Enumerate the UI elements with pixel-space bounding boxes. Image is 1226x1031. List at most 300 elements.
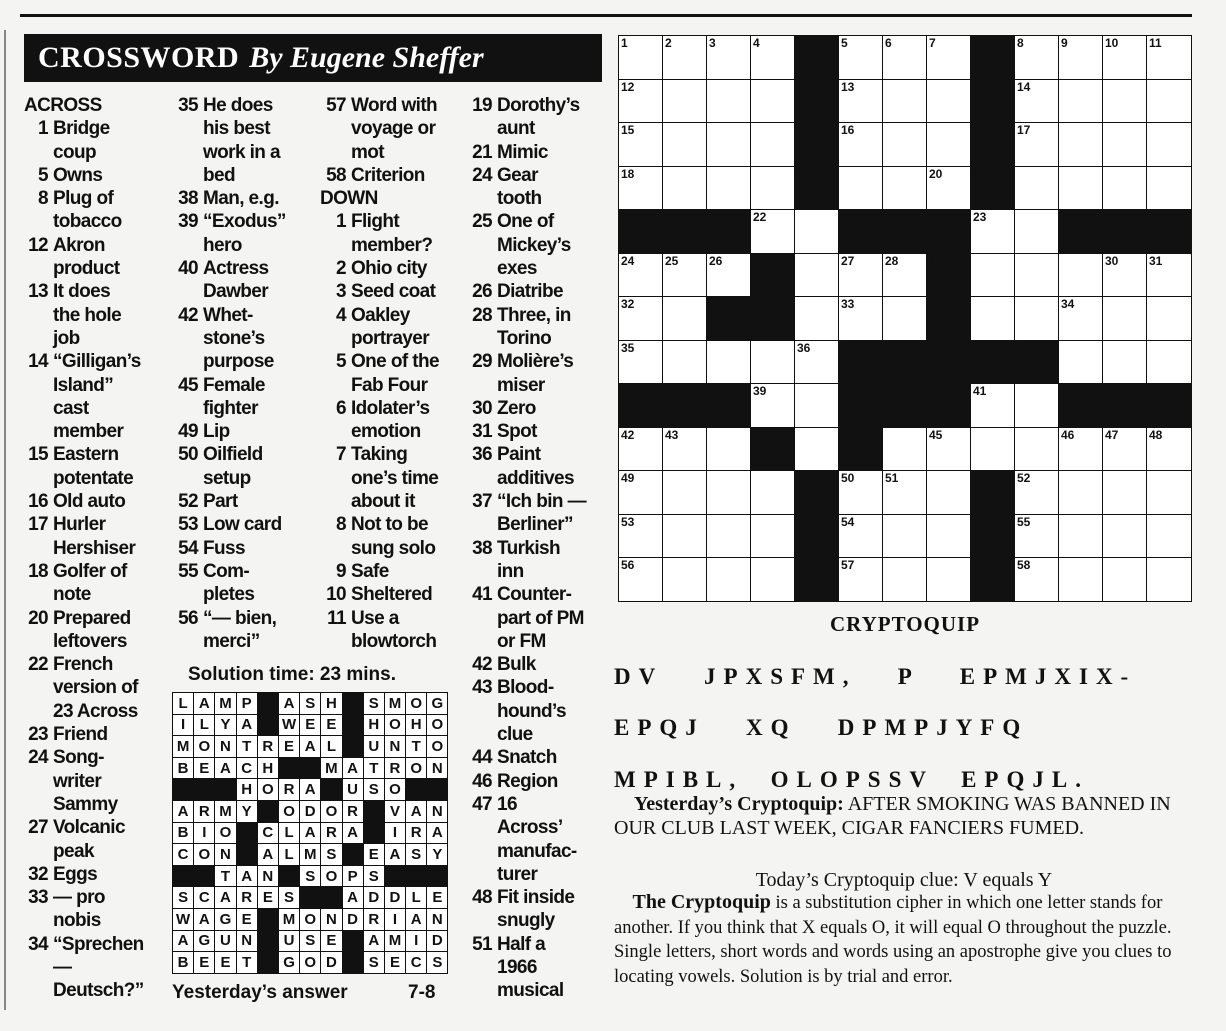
answer-cell: D [363, 887, 384, 909]
grid-cell[interactable] [1146, 340, 1192, 385]
grid-cell-number: 53 [621, 514, 635, 529]
grid-cell[interactable] [1102, 122, 1148, 167]
clue-entry [320, 257, 439, 280]
grid-cell[interactable] [926, 122, 972, 167]
clue-entry [466, 653, 586, 676]
clue-text: Prepared [53, 607, 131, 629]
grid-cell-number: 29 [929, 253, 943, 268]
answer-cell: N [427, 800, 448, 822]
grid-cell-number: 54 [841, 514, 855, 529]
grid-cell[interactable] [882, 296, 928, 341]
grid-cell-number: 42 [621, 427, 635, 442]
clue-entry [466, 537, 586, 584]
answer-cell: N [215, 844, 236, 866]
answer-cell: W [278, 714, 299, 736]
clue-entry [172, 490, 286, 513]
answer-cell: D [321, 952, 342, 974]
clue-text: Whet- [203, 304, 253, 326]
clue-entry [466, 94, 586, 141]
answer-cell: M [384, 930, 405, 952]
clue-entry [172, 210, 286, 257]
answer-block [257, 800, 278, 822]
grid-cell[interactable] [706, 427, 752, 472]
clue-entry [320, 94, 439, 164]
clue-text: Half a [497, 933, 546, 955]
clue-text: — [53, 956, 72, 978]
clue-number: 4 [336, 304, 346, 326]
clue-text: cast [53, 397, 89, 419]
grid-cell-number: 9 [1061, 36, 1068, 50]
grid-cell[interactable] [970, 427, 1016, 472]
grid-cell[interactable] [838, 514, 884, 559]
clue-number: 28 [472, 304, 492, 326]
clue-number: 5 [38, 164, 48, 186]
grid-cell[interactable] [1058, 253, 1104, 298]
grid-cell[interactable] [662, 35, 708, 80]
grid-cell[interactable] [838, 122, 884, 167]
answer-cell: I [384, 908, 405, 930]
answer-block [384, 865, 405, 887]
grid-cell[interactable] [882, 427, 928, 472]
grid-block [926, 296, 972, 341]
grid-cell[interactable] [750, 79, 796, 124]
answer-cell: A [194, 908, 215, 930]
clue-text: Eastern [53, 444, 119, 466]
answer-cell: E [321, 930, 342, 952]
grid-block [1014, 340, 1060, 385]
grid-cell[interactable] [794, 209, 840, 254]
grid-cell-number: 41 [973, 384, 987, 398]
clue-entry [24, 187, 144, 234]
grid-cell[interactable] [662, 122, 708, 167]
answer-block [257, 908, 278, 930]
grid-cell-number: 48 [1149, 427, 1163, 442]
grid-cell[interactable] [750, 514, 796, 559]
grid-cell[interactable] [750, 557, 796, 602]
grid-cell[interactable] [1014, 427, 1060, 472]
clue-text: Female [203, 374, 265, 396]
clue-text: Oilfield [203, 444, 263, 466]
answer-cell: M [278, 908, 299, 930]
clue-heading: ACROSS [24, 95, 102, 116]
grid-cell[interactable] [882, 122, 928, 167]
grid-block [926, 209, 972, 254]
grid-cell[interactable] [1102, 427, 1148, 472]
grid-cell-number: 38 [1017, 340, 1031, 355]
grid-cell[interactable] [882, 35, 928, 80]
grid-cell[interactable] [838, 166, 884, 211]
crossword-byline: By Eugene Sheffer [249, 41, 484, 74]
clue-text: Three, in [497, 304, 571, 326]
clue-number: 58 [326, 164, 346, 186]
grid-cell[interactable] [662, 470, 708, 515]
answer-cell: R [384, 757, 405, 779]
grid-cell[interactable] [1102, 340, 1148, 385]
grid-cell[interactable] [794, 296, 840, 341]
grid-block [706, 383, 752, 428]
answer-cell: E [278, 736, 299, 758]
grid-cell[interactable] [662, 557, 708, 602]
grid-block [926, 383, 972, 428]
grid-cell-number: 45 [929, 427, 943, 442]
answer-cell: A [257, 844, 278, 866]
grid-cell[interactable] [706, 166, 752, 211]
grid-cell-number: 5 [841, 36, 848, 50]
grid-cell[interactable] [618, 35, 664, 80]
grid-block [662, 383, 708, 428]
answer-cell: A [406, 908, 427, 930]
grid-cell[interactable] [750, 166, 796, 211]
clue-text: product [53, 258, 120, 280]
grid-cell[interactable] [1014, 79, 1060, 124]
answer-cell: V [384, 800, 405, 822]
grid-cell[interactable] [838, 557, 884, 602]
answer-cell: G [427, 693, 448, 715]
answer-block [342, 844, 363, 866]
grid-cell[interactable] [926, 166, 972, 211]
clue-text: Zero [497, 397, 536, 419]
grid-cell[interactable] [838, 79, 884, 124]
grid-cell[interactable] [750, 35, 796, 80]
clue-text: Across’ [497, 817, 563, 839]
grid-cell[interactable] [970, 253, 1016, 298]
grid-cell[interactable] [794, 253, 840, 298]
answer-cell: L [321, 736, 342, 758]
clue-entry [466, 793, 586, 886]
grid-cell-number: 36 [797, 340, 811, 355]
clue-number: 16 [28, 491, 48, 513]
grid-cell[interactable] [882, 253, 928, 298]
clue-entry [320, 583, 439, 606]
grid-cell-number: 13 [841, 79, 855, 94]
clue-text: voyage or [351, 118, 436, 140]
grid-cell[interactable] [1146, 166, 1192, 211]
grid-cell-number: 2 [665, 36, 672, 50]
answer-cell: D [342, 908, 363, 930]
clue-text: merci” [203, 630, 260, 652]
grid-cell[interactable] [794, 383, 840, 428]
grid-cell[interactable] [1058, 122, 1104, 167]
grid-cell[interactable] [1058, 340, 1104, 385]
grid-cell[interactable] [662, 427, 708, 472]
grid-cell[interactable] [970, 296, 1016, 341]
grid-cell[interactable] [618, 122, 664, 167]
grid-cell[interactable] [1014, 296, 1060, 341]
grid-cell[interactable] [618, 557, 664, 602]
answer-cell: O [406, 693, 427, 715]
grid-cell[interactable] [1146, 253, 1192, 298]
answer-cell: S [427, 952, 448, 974]
grid-cell[interactable] [1014, 514, 1060, 559]
grid-cell[interactable] [1102, 470, 1148, 515]
answer-cell: E [321, 714, 342, 736]
grid-cell[interactable] [618, 166, 664, 211]
grid-cell[interactable] [706, 470, 752, 515]
clue-text: sung solo [351, 537, 436, 559]
grid-cell[interactable] [1146, 427, 1192, 472]
clue-entry [172, 304, 286, 374]
clue-text: Torino [497, 327, 552, 349]
clue-text: Diatribe [497, 281, 563, 303]
clue-text: Snatch [497, 747, 557, 769]
clue-text: Paint [497, 444, 541, 466]
grid-cell[interactable] [1014, 209, 1060, 254]
grid-cell[interactable] [882, 166, 928, 211]
answer-block [173, 779, 194, 801]
clue-text: additives [497, 467, 574, 489]
grid-cell[interactable] [706, 122, 752, 167]
grid-cell[interactable] [1146, 557, 1192, 602]
answer-cell: O [194, 844, 215, 866]
clue-number: 24 [28, 747, 48, 769]
answer-cell: C [173, 844, 194, 866]
grid-cell[interactable] [1014, 253, 1060, 298]
grid-cell[interactable] [882, 79, 928, 124]
clue-text: Safe [351, 560, 389, 582]
answer-cell: O [278, 800, 299, 822]
clue-number: 36 [472, 444, 492, 466]
clue-entry [466, 886, 586, 933]
clue-number: 11 [327, 607, 346, 629]
clue-entry [320, 164, 439, 187]
clue-text: coup [53, 141, 96, 163]
grid-cell[interactable] [706, 557, 752, 602]
clue-text: Bridge [53, 118, 110, 140]
grid-cell[interactable] [1058, 296, 1104, 341]
clue-entry [24, 117, 144, 164]
grid-cell[interactable] [1058, 557, 1104, 602]
cryptoquip-explanation [614, 890, 1194, 989]
clue-entry [172, 560, 286, 607]
answer-cell: O [321, 800, 342, 822]
clue-text: Ohio city [351, 258, 427, 280]
grid-cell[interactable] [882, 514, 928, 559]
grid-cell[interactable] [838, 35, 884, 80]
grid-cell-number: 7 [929, 36, 936, 50]
clue-entry [24, 560, 144, 607]
answer-cell: E [194, 757, 215, 779]
grid-cell[interactable] [750, 122, 796, 167]
grid-cell[interactable] [1102, 253, 1148, 298]
clue-column-1 [24, 94, 144, 1003]
grid-cell[interactable] [926, 35, 972, 80]
clue-number: 34 [28, 933, 48, 955]
grid-cell[interactable] [926, 514, 972, 559]
clue-entry [172, 94, 286, 187]
grid-cell[interactable] [1014, 122, 1060, 167]
grid-cell[interactable] [1102, 35, 1148, 80]
answer-cell: E [194, 952, 215, 974]
clue-text: nobis [53, 910, 101, 932]
grid-cell-number: 35 [621, 340, 635, 355]
clue-text: Dorothy’s [497, 95, 580, 116]
grid-cell[interactable] [618, 427, 664, 472]
grid-cell-number: 39 [753, 384, 767, 398]
answer-cell: A [300, 822, 321, 844]
grid-cell[interactable] [794, 340, 840, 385]
grid-cell[interactable] [970, 383, 1016, 428]
grid-cell[interactable] [1014, 557, 1060, 602]
grid-cell[interactable] [1102, 557, 1148, 602]
answer-block [427, 865, 448, 887]
grid-cell[interactable] [618, 340, 664, 385]
grid-cell[interactable] [750, 383, 796, 428]
grid-cell[interactable] [1058, 427, 1104, 472]
answer-cell: O [215, 822, 236, 844]
clue-text: — pro [53, 887, 105, 909]
grid-cell[interactable] [926, 79, 972, 124]
grid-cell[interactable] [838, 253, 884, 298]
clue-text: his best [203, 118, 270, 140]
clue-number: 57 [326, 95, 346, 116]
grid-cell[interactable] [1058, 79, 1104, 124]
grid-block [1146, 209, 1192, 254]
grid-cell[interactable] [618, 253, 664, 298]
cryptoquip-explanation-text: is a substitution cipher in which one letter stands for another. If you think that X equals O, it will equal O throughout the puzzle. Single letters, short words and words using an apostrophe give you clues to locating vowels. Solution is by trial and error. [614, 893, 1172, 987]
grid-cell[interactable] [838, 470, 884, 515]
grid-cell[interactable] [926, 470, 972, 515]
grid-cell[interactable] [662, 514, 708, 559]
grid-cell-number: 57 [841, 558, 855, 572]
yesterday-answer-grid [172, 692, 448, 974]
grid-cell[interactable] [1146, 296, 1192, 341]
grid-cell[interactable] [1014, 35, 1060, 80]
grid-cell[interactable] [1102, 79, 1148, 124]
clue-text: 23 Across [53, 700, 138, 722]
answer-cell: P [342, 865, 363, 887]
grid-cell[interactable] [662, 253, 708, 298]
answer-cell: R [194, 800, 215, 822]
clue-entry [466, 746, 586, 769]
clue-number: 13 [28, 281, 48, 303]
grid-cell[interactable] [1058, 470, 1104, 515]
clue-number: 1 [38, 118, 48, 140]
grid-cell[interactable] [1102, 166, 1148, 211]
grid-cell[interactable] [1014, 166, 1060, 211]
grid-cell[interactable] [662, 340, 708, 385]
clue-text: Mickey’s [497, 234, 571, 256]
grid-cell-number: 33 [841, 297, 855, 311]
grid-cell[interactable] [926, 427, 972, 472]
grid-cell-number: 22 [753, 210, 767, 224]
grid-cell[interactable] [662, 79, 708, 124]
clue-text: job [53, 327, 80, 349]
grid-cell[interactable] [662, 296, 708, 341]
clue-text: Owns [53, 164, 103, 186]
grid-cell-number: 27 [841, 253, 855, 268]
grid-cell[interactable] [1146, 514, 1192, 559]
grid-cell[interactable] [706, 514, 752, 559]
grid-cell-number: 24 [621, 253, 635, 268]
answer-cell: S [363, 693, 384, 715]
grid-block [706, 296, 752, 341]
clue-text: Seed coat [351, 281, 436, 303]
clue-column-3 [320, 94, 439, 653]
clue-number: 9 [336, 560, 346, 582]
grid-cell[interactable] [1102, 296, 1148, 341]
clue-text: 16 [497, 793, 517, 815]
grid-cell[interactable] [662, 166, 708, 211]
grid-block [970, 79, 1016, 124]
grid-cell[interactable] [1146, 470, 1192, 515]
grid-cell-number: 4 [753, 36, 760, 50]
cryptoquip-line-3: MPIBL, OLOPSSV EPQJL. [614, 767, 1089, 792]
grid-cell[interactable] [750, 470, 796, 515]
answer-cell: O [257, 779, 278, 801]
clue-text: inn [497, 560, 524, 582]
clue-text: Flight [351, 211, 400, 233]
grid-cell[interactable] [794, 427, 840, 472]
grid-cell[interactable] [618, 514, 664, 559]
clue-text: purpose [203, 351, 274, 373]
grid-block [1058, 209, 1104, 254]
clue-text: clue [497, 724, 533, 746]
grid-cell[interactable] [706, 340, 752, 385]
clue-number: 33 [28, 887, 48, 909]
grid-block [1058, 383, 1104, 428]
grid-cell[interactable] [838, 296, 884, 341]
answer-block [363, 822, 384, 844]
clue-text: Eggs [53, 863, 98, 885]
crossword-title: CROSSWORD [38, 41, 240, 74]
clue-entry [466, 164, 586, 211]
grid-cell[interactable] [926, 557, 972, 602]
clue-number: 17 [28, 514, 48, 536]
grid-cell[interactable] [618, 470, 664, 515]
grid-cell[interactable] [882, 470, 928, 515]
answer-block [215, 779, 236, 801]
answer-cell: D [427, 930, 448, 952]
grid-cell[interactable] [1146, 35, 1192, 80]
grid-cell[interactable] [750, 340, 796, 385]
grid-cell[interactable] [618, 296, 664, 341]
grid-cell[interactable] [1058, 166, 1104, 211]
clue-text: emotion [351, 421, 421, 443]
grid-cell[interactable] [1058, 35, 1104, 80]
grid-cell[interactable] [750, 209, 796, 254]
grid-block [794, 35, 840, 80]
grid-cell[interactable] [706, 253, 752, 298]
grid-cell[interactable] [1014, 383, 1060, 428]
grid-cell[interactable] [706, 35, 752, 80]
answer-cell: N [236, 930, 257, 952]
answer-block [342, 714, 363, 736]
clue-entry [466, 583, 586, 653]
solution-time: Solution time: 23 mins. [188, 664, 396, 685]
answer-cell: A [215, 757, 236, 779]
grid-cell[interactable] [1058, 514, 1104, 559]
answer-cell: A [236, 714, 257, 736]
grid-cell[interactable] [618, 79, 664, 124]
clue-entry [172, 513, 286, 536]
grid-cell[interactable] [1102, 514, 1148, 559]
grid-cell[interactable] [1146, 79, 1192, 124]
answer-cell: O [194, 736, 215, 758]
answer-cell: U [342, 779, 363, 801]
grid-cell[interactable] [882, 557, 928, 602]
clue-entry [24, 280, 144, 350]
grid-cell[interactable] [1146, 122, 1192, 167]
clue-number: 30 [472, 397, 492, 419]
grid-cell[interactable] [970, 209, 1016, 254]
clue-number: 43 [472, 677, 492, 699]
grid-cell-number: 49 [621, 471, 635, 485]
answer-block [194, 779, 215, 801]
grid-cell[interactable] [706, 79, 752, 124]
grid-cell-number: 50 [841, 471, 855, 485]
clue-text: note [53, 584, 91, 606]
grid-cell[interactable] [1014, 470, 1060, 515]
